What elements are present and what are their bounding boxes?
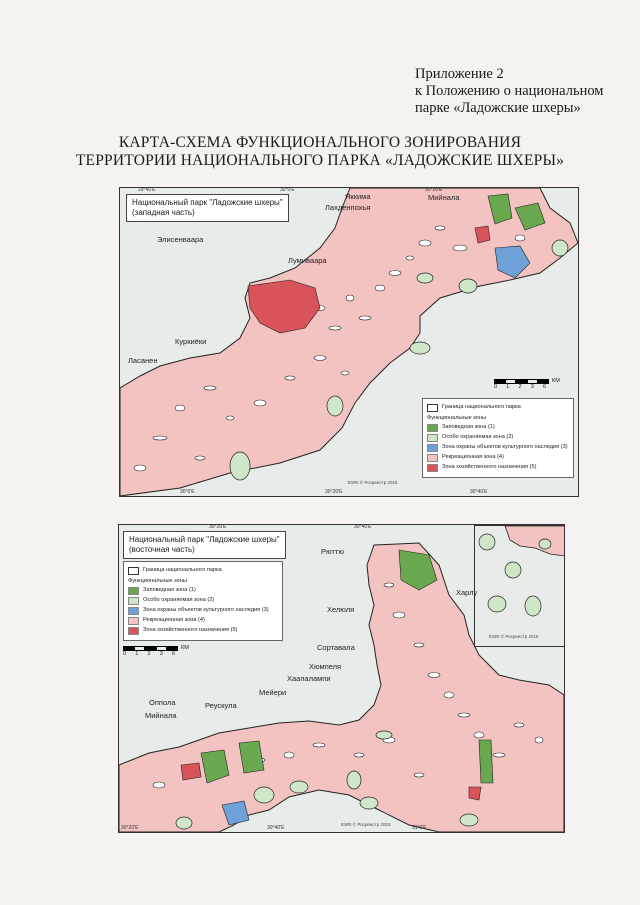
legend-heading: Функциональные зоны <box>128 578 187 584</box>
east-scale-label: 6 <box>171 651 175 657</box>
legend-zone-2: Особо охраняемая зона (2) <box>143 597 215 603</box>
appendix-line-2: к Положению о национальном <box>415 83 604 99</box>
legend-zone-4: Рекреационная зона (4) <box>442 454 504 460</box>
swatch-cultural <box>427 444 438 452</box>
legend-boundary: Граница национального парка <box>143 567 222 573</box>
east-bottom-coord-2: 30°40'E <box>267 825 285 831</box>
west-top-coord-3: 30°20'E <box>425 187 443 193</box>
title-line-2: ТЕРРИТОРИИ НАЦИОНАЛЬНОГО ПАРКА «ЛАДОЖСКИЕ ШХЕРЫ» <box>75 152 565 169</box>
swatch-reserve <box>128 587 139 595</box>
legend-zone-3: Зона охраны объектов культурного наследия (3) <box>143 607 269 613</box>
place-kurkiyoki: Куркиёки <box>175 337 207 346</box>
east-scale-bar <box>123 645 189 657</box>
swatch-cultural <box>128 607 139 615</box>
east-scale-label: 3 <box>159 651 163 657</box>
swatch-protected <box>427 434 438 442</box>
east-map-title <box>123 531 286 559</box>
swatch-economic <box>128 627 139 635</box>
legend-zone-2: Особо охраняемая зона (2) <box>442 434 514 440</box>
west-map[interactable] <box>119 187 579 497</box>
east-bottom-coord-1: 30°20'E <box>121 825 139 831</box>
appendix-note <box>415 66 604 117</box>
inset-graphic <box>475 526 565 646</box>
document-title <box>0 134 640 170</box>
west-scale-label: 2 <box>518 384 522 390</box>
legend-zone-1: Заповедная зона (1) <box>442 424 495 430</box>
appendix-line-1: Приложение 2 <box>415 66 504 82</box>
west-legend <box>422 398 574 478</box>
place-lakhdenpokhya: Лахденпохья <box>325 203 371 212</box>
place-miinala-east: Мийнала <box>145 711 177 720</box>
west-scale-bar <box>494 378 560 390</box>
place-miinala-west: Мийнала <box>428 193 460 202</box>
place-ryuttyu: Рюттю <box>321 547 344 556</box>
place-elisenvaara: Элисенваара <box>157 235 204 244</box>
inset-copyright: ESRI © Росреестр 2015 <box>489 634 539 639</box>
legend-zone-3: Зона охраны объектов культурного наследия (3) <box>442 444 568 450</box>
place-oppola: Оппола <box>149 698 176 707</box>
legend-boundary: Граница национального парка <box>442 404 521 410</box>
boundary-swatch <box>128 567 139 575</box>
place-meieri: Мейери <box>259 688 287 697</box>
legend-zone-1: Заповедная зона (1) <box>143 587 196 593</box>
appendix-line-3: парке «Ладожские шхеры» <box>415 100 581 116</box>
place-lumivaara: Лумиваара <box>288 256 327 265</box>
west-scale-label: 3 <box>530 384 534 390</box>
west-scale-unit: КМ <box>552 378 560 384</box>
legend-zone-5: Зона хозяйственного назначения (5) <box>143 627 238 633</box>
place-lasanen: Ласанен <box>128 356 158 365</box>
west-scale-label: 1 <box>506 384 510 390</box>
east-scale-label: 1 <box>135 651 139 657</box>
place-khelyulya: Хелюля <box>327 605 355 614</box>
east-copyright: ESRI © Росреестр 2015 <box>341 822 391 827</box>
east-bottom-coord-3: 31°0'E <box>412 825 427 831</box>
west-scale-label: 0 <box>494 384 498 390</box>
boundary-swatch <box>427 404 438 412</box>
place-khaapalampi: Хаапалампи <box>287 674 331 683</box>
swatch-economic <box>427 464 438 472</box>
place-khyumpelya: Хюмпеля <box>309 662 342 671</box>
place-sortavala: Сортавала <box>317 643 355 652</box>
east-map-title-line-2: (восточная часть) <box>129 545 195 554</box>
west-top-coord-2: 30°0'E <box>280 187 295 193</box>
west-top-coord-1: 29°40'E <box>138 187 156 193</box>
east-top-coord-1: 30°20'E <box>209 524 227 530</box>
west-map-title-line-1: Национальный парк "Ладожские шхеры" <box>132 198 283 207</box>
east-map-title-line-1: Национальный парк "Ладожские шхеры" <box>129 535 280 544</box>
swatch-recreation <box>427 454 438 462</box>
east-scale-label: 2 <box>147 651 151 657</box>
west-bottom-coord-1: 30°0'E <box>180 489 195 495</box>
legend-zone-4: Рекреационная зона (4) <box>143 617 205 623</box>
swatch-recreation <box>128 617 139 625</box>
swatch-reserve <box>427 424 438 432</box>
west-scale-label: 6 <box>542 384 546 390</box>
east-map[interactable] <box>118 524 565 833</box>
place-reuskula: Реускула <box>205 701 237 710</box>
swatch-protected <box>128 597 139 605</box>
east-inset-map <box>474 525 565 647</box>
west-copyright: ESRI © Росреестр 2015 <box>348 480 398 485</box>
east-scale-unit: КМ <box>181 645 189 651</box>
west-map-title-line-2: (западная часть) <box>132 208 195 217</box>
place-yakkima: Яккима <box>345 192 371 201</box>
legend-zone-5: Зона хозяйственного назначения (5) <box>442 464 537 470</box>
east-scale-label: 0 <box>123 651 127 657</box>
east-top-coord-2: 30°40'E <box>354 524 372 530</box>
place-kharlu: Харлу <box>456 588 478 597</box>
title-line-1: КАРТА-СХЕМА ФУНКЦИОНАЛЬНОГО ЗОНИРОВАНИЯ <box>118 134 522 151</box>
east-legend <box>123 561 283 641</box>
west-map-title <box>126 194 289 222</box>
west-bottom-coord-3: 30°40'E <box>470 489 488 495</box>
legend-heading: Функциональные зоны <box>427 415 486 421</box>
west-bottom-coord-2: 30°20'E <box>325 489 343 495</box>
